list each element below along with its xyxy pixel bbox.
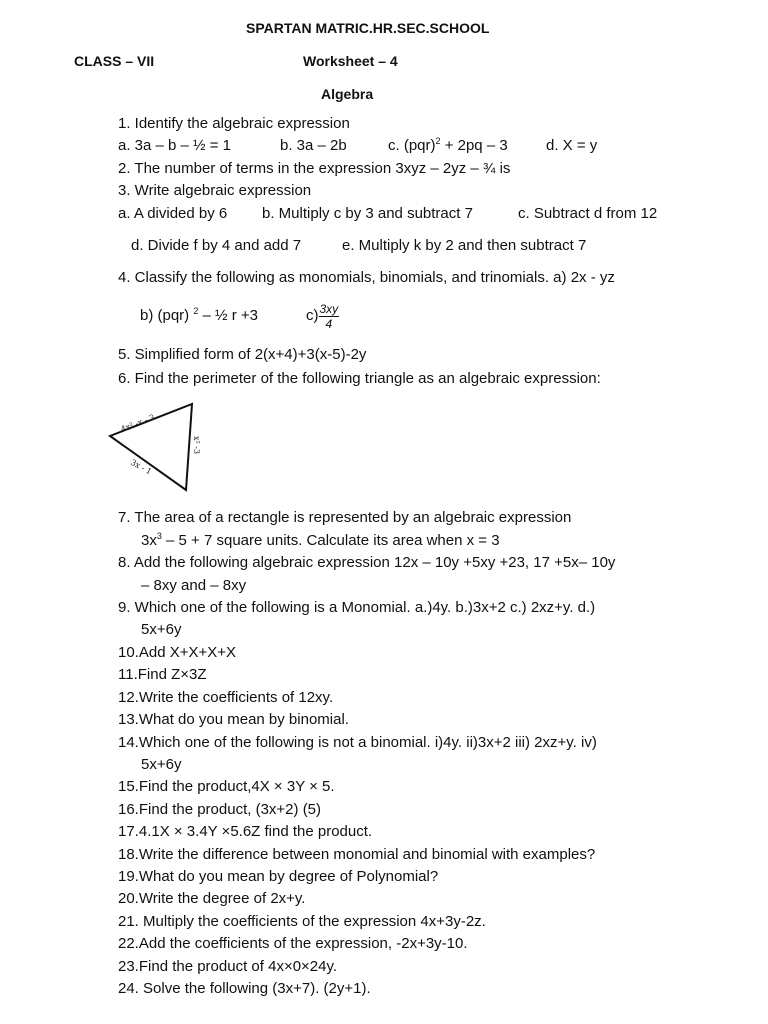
question-22: 22.Add the coefficients of the expression, -2x+3y-10. bbox=[118, 935, 468, 952]
q3-option-c: c. Subtract d from 12 bbox=[518, 205, 658, 222]
q1-option-a: a. 3a – b – ½ = 1 bbox=[118, 137, 232, 154]
question-10: 10.Add X+X+X+X bbox=[118, 644, 237, 661]
q3-option-a: a. A divided by 6 bbox=[118, 205, 228, 222]
question-16: 16.Find the product, (3x+2) (5) bbox=[118, 801, 322, 818]
question-24: 24. Solve the following (3x+7). (2y+1). bbox=[118, 980, 371, 997]
question-13: 13.What do you mean by binomial. bbox=[118, 711, 349, 728]
triangle-side-right-label: x² -3 bbox=[192, 436, 201, 455]
triangle-side-left-label: 3x - 1 bbox=[129, 457, 154, 477]
q1-option-d: d. X = y bbox=[546, 137, 598, 154]
q3-option-e: e. Multiply k by 2 and then subtract 7 bbox=[342, 237, 587, 254]
question-21: 21. Multiply the coefficients of the expression 4x+3y-2z. bbox=[118, 913, 486, 930]
question-8-line-2: – 8xy and – 8xy bbox=[141, 577, 247, 594]
q1-option-c: c. (pqr)$^2$ + 2pq – 3 bbox=[388, 136, 508, 154]
fraction: $\frac{3xy}{4}$ bbox=[319, 301, 339, 331]
q4-option-b: b) (pqr) $^2$ – ½ r +3 bbox=[140, 306, 258, 324]
question-15: 15.Find the product,4X × 3Y × 5. bbox=[118, 778, 335, 795]
q1-option-b: b. 3a – 2b bbox=[280, 137, 347, 154]
worksheet-label: Worksheet – 4 bbox=[303, 53, 398, 69]
question-9-line-2: 5x+6y bbox=[141, 621, 182, 638]
question-3: 3. Write algebraic expression bbox=[118, 182, 312, 199]
question-4: 4. Classify the following as monomials, binomials, and trinomials. a) 2x - yz bbox=[118, 269, 615, 286]
class-label: CLASS – VII bbox=[74, 53, 155, 69]
question-14-line-2: 5x+6y bbox=[141, 756, 182, 773]
question-12: 12.Write the coefficients of 12xy. bbox=[118, 689, 334, 706]
question-2: 2. The number of terms in the expression 3xyz – 2yz – ¾ is bbox=[118, 160, 511, 177]
q4-option-c: c) $\frac{3xy}{4}$ bbox=[306, 301, 339, 331]
school-name: SPARTAN MATRIC.HR.SEC.SCHOOL bbox=[246, 20, 490, 36]
question-17: 17.4.1X × 3.4Y ×5.6Z find the product. bbox=[118, 823, 373, 840]
q3-option-b: b. Multiply c by 3 and subtract 7 bbox=[262, 205, 473, 222]
question-8: 8. Add the following algebraic expression 12x – 10y +5xy +23, 17 +5x– 10y bbox=[118, 554, 616, 571]
question-18: 18.Write the difference between monomial and binomial with examples? bbox=[118, 846, 596, 863]
triangle-side-top-label: 4x² -x - 3 bbox=[119, 412, 156, 434]
question-7-line-2: $3x^3 - 5 + 7$ square units. Calculate its area when x = 3 bbox=[141, 531, 500, 549]
question-1: 1. Identify the algebraic expression bbox=[118, 115, 350, 132]
question-20: 20.Write the degree of 2x+y. bbox=[118, 890, 306, 907]
question-5: 5. Simplified form of 2(x+4)+3(x-5)-2y bbox=[118, 346, 367, 363]
question-14: 14.Which one of the following is not a binomial. i)4y. ii)3x+2 iii) 2xz+y. iv) bbox=[118, 734, 597, 751]
question-7: 7. The area of a rectangle is represented by an algebraic expression bbox=[118, 509, 572, 526]
question-23: 23.Find the product of 4x×0×24y. bbox=[118, 958, 338, 975]
triangle-figure bbox=[106, 398, 256, 502]
question-6: 6. Find the perimeter of the following triangle as an algebraic expression: bbox=[118, 370, 601, 387]
subject-title: Algebra bbox=[321, 86, 374, 102]
question-9: 9. Which one of the following is a Monomial. a.)4y. b.)3x+2 c.) 2xz+y. d.) bbox=[118, 599, 596, 616]
question-11: 11.Find Z×3Z bbox=[118, 666, 207, 683]
q3-option-d: d. Divide f by 4 and add 7 bbox=[131, 237, 302, 254]
question-19: 19.What do you mean by degree of Polynomial? bbox=[118, 868, 439, 885]
